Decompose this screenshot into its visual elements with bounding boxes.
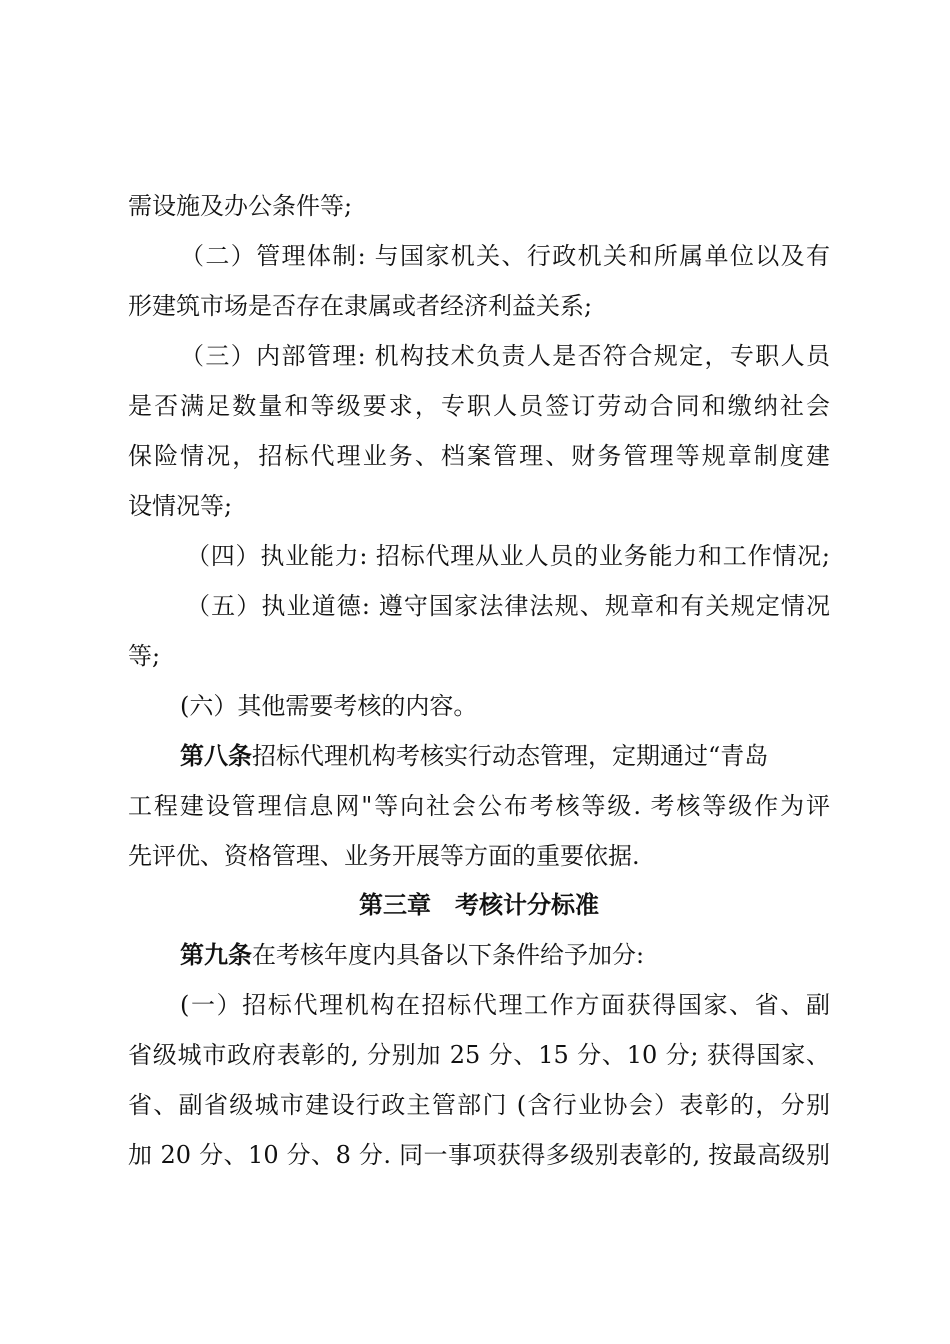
- article-9-label: 第九条: [180, 941, 252, 969]
- text-line: （五）执业道德: 遵守国家法律法规、规章和有关规定情况: [186, 592, 830, 620]
- text-line: 先评优、资格管理、业务开展等方面的重要依据.: [128, 842, 640, 870]
- text-line: 形建筑市场是否存在隶属或者经济利益关系;: [128, 292, 593, 320]
- text-line: (一）招标代理机构在招标代理工作方面获得国家、省、副: [180, 991, 830, 1019]
- text-line: 是否满足数量和等级要求，专职人员签订劳动合同和缴纳社会: [128, 392, 830, 420]
- text-line: 保险情况，招标代理业务、档案管理、财务管理等规章制度建: [128, 442, 830, 470]
- text-line: 在考核年度内具备以下条件给予加分:: [252, 941, 645, 969]
- article-8-label: 第八条: [180, 742, 252, 770]
- text-line: 需设施及办公条件等;: [128, 192, 353, 220]
- text-line: （四）执业能力: 招标代理从业人员的业务能力和工作情况;: [186, 542, 830, 570]
- text-line: （三）内部管理: 机构技术负责人是否符合规定，专职人员: [180, 342, 830, 370]
- text-line: 省级城市政府表彰的, 分别加 25 分、15 分、10 分; 获得国家、: [128, 1041, 830, 1069]
- text-line: 省、副省级城市建设行政主管部门 (含行业协会）表彰的，分别: [128, 1091, 830, 1119]
- text-line: 设情况等;: [128, 492, 233, 520]
- article-9-first-line: [180, 935, 830, 975]
- text-line: 招标代理机构考核实行动态管理，定期通过“青岛: [252, 742, 769, 770]
- text-line: 工程建设管理信息网"等向社会公布考核等级. 考核等级作为评: [128, 792, 830, 820]
- text-line: (六）其他需要考核的内容。: [180, 692, 478, 720]
- text-line: 加 20 分、10 分、8 分. 同一事项获得多级别表彰的, 按最高级别: [128, 1141, 830, 1169]
- article-8-first-line: [180, 736, 830, 776]
- chapter-heading: 第三章 考核计分标准: [359, 891, 599, 919]
- text-line: 等;: [128, 642, 161, 670]
- text-line: （二）管理体制: 与国家机关、行政机关和所属单位以及有: [180, 242, 830, 270]
